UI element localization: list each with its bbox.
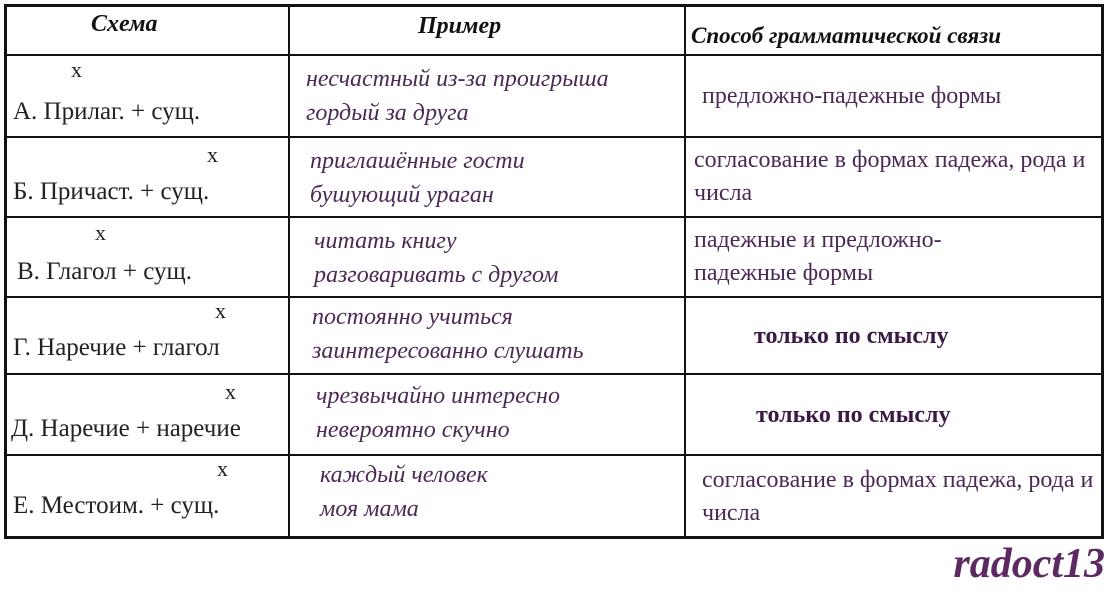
method-text: падежные и предложно-падежные формы <box>694 227 942 286</box>
table-row <box>7 218 1101 298</box>
schema-cell <box>7 138 290 216</box>
schema-label: В. Глагол + сущ. <box>17 258 192 285</box>
method-cell <box>686 56 1101 136</box>
schema-mark: x <box>225 379 236 404</box>
example-line: заинтересованно слушать <box>312 338 584 364</box>
header-cell-method <box>686 7 1101 54</box>
method-text: согласование в формах падежа, рода и числа <box>702 467 1094 526</box>
method-cell <box>686 298 1101 373</box>
example-line: бушующий ураган <box>310 182 494 208</box>
example-line: читать книгу <box>314 228 457 254</box>
schema-mark: x <box>95 220 106 245</box>
header-schema: Схема <box>91 11 158 37</box>
example-line: моя мама <box>320 496 419 522</box>
method-cell <box>686 218 1101 296</box>
header-cell-example <box>290 7 686 54</box>
schema-cell <box>7 218 290 296</box>
schema-mark: x <box>215 298 226 323</box>
schema-mark: x <box>217 456 228 481</box>
example-line: приглашённые гости <box>310 148 525 174</box>
schema-cell <box>7 456 290 536</box>
header-cell-schema <box>7 7 290 54</box>
method-cell <box>686 138 1101 216</box>
schema-label: Д. Наречие + наречие <box>11 415 241 442</box>
example-line: несчастный из-за проигрыша <box>306 66 609 92</box>
example-cell <box>290 138 686 216</box>
grammar-table <box>4 4 1104 539</box>
schema-label: Г. Наречие + глагол <box>13 334 220 361</box>
schema-mark: x <box>207 142 218 167</box>
example-line: разговаривать с другом <box>314 262 559 288</box>
example-line: чрезвычайно интересно <box>316 383 560 409</box>
example-text <box>316 379 560 447</box>
watermark: radoct13 <box>953 541 1105 587</box>
example-line: постоянно учиться <box>312 304 513 330</box>
example-line: невероятно скучно <box>316 417 510 443</box>
schema-cell <box>7 375 290 454</box>
example-line: гордый за друга <box>306 100 469 126</box>
example-cell <box>290 375 686 454</box>
header-example: Пример <box>418 13 502 39</box>
example-line: каждый человек <box>320 462 488 488</box>
example-cell <box>290 56 686 136</box>
schema-label: Б. Причаст. + сущ. <box>13 178 210 205</box>
example-text <box>314 224 558 292</box>
schema-cell <box>7 298 290 373</box>
method-text: только по смыслу <box>754 323 949 349</box>
example-cell <box>290 218 686 296</box>
example-text <box>320 458 488 526</box>
table-header-row <box>7 7 1101 56</box>
method-text: только по смыслу <box>756 402 951 428</box>
schema-mark: x <box>71 57 82 82</box>
method-text: предложно-падежные формы <box>702 83 1002 109</box>
example-cell <box>290 456 686 536</box>
schema-cell <box>7 56 290 136</box>
table-row <box>7 138 1101 218</box>
example-text <box>312 300 584 368</box>
method-text: согласование в формах падежа, рода и числа <box>694 147 1086 206</box>
example-cell <box>290 298 686 373</box>
example-text <box>306 62 609 130</box>
header-method: Способ грамматической связи <box>691 23 1001 48</box>
method-cell <box>686 375 1101 454</box>
schema-label: Е. Местоим. + сущ. <box>13 492 220 519</box>
table-row <box>7 456 1101 536</box>
method-cell <box>686 456 1101 536</box>
schema-label: А. Прилаг. + сущ. <box>13 98 201 125</box>
table-row <box>7 298 1101 375</box>
table-row <box>7 56 1101 138</box>
table-row <box>7 375 1101 456</box>
example-text <box>310 144 525 212</box>
